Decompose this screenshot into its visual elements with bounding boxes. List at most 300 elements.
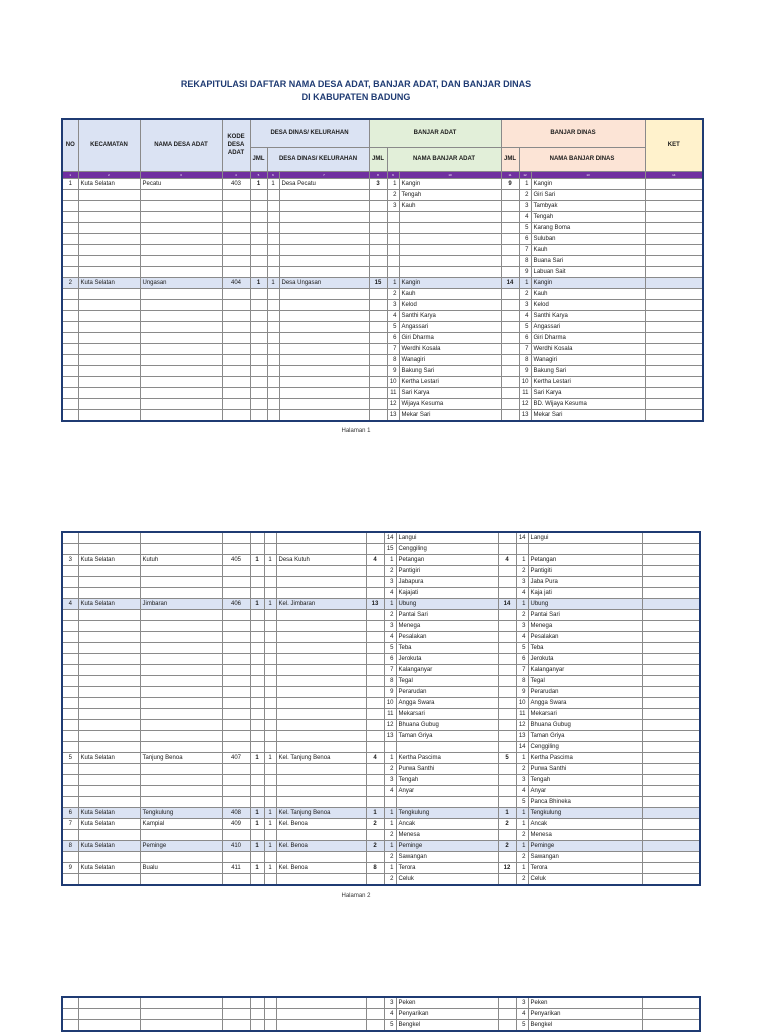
- column-number: 2: [78, 171, 140, 178]
- table-row: [62, 687, 700, 698]
- cell-banjar-dinas-seq: 9: [516, 687, 528, 698]
- cell-jml-banjar-dinas: [501, 200, 519, 211]
- cell-banjar-adat-seq: 2: [387, 189, 399, 200]
- cell-desa-seq: [267, 387, 279, 398]
- cell-ket: [642, 621, 700, 632]
- cell-jml-desa: 1: [250, 178, 267, 189]
- cell-banjar-dinas-seq: 5: [519, 321, 531, 332]
- cell-nama-banjar-dinas: Panca Bhineka: [528, 797, 642, 808]
- cell-kecamatan: [78, 764, 140, 775]
- cell-nama-desa-adat: [140, 398, 222, 409]
- cell-jml-desa: 1: [250, 841, 264, 852]
- table-row: [62, 532, 700, 544]
- cell-ket: [642, 577, 700, 588]
- cell-kode-desa-adat: [222, 797, 250, 808]
- cell-banjar-dinas-seq: 11: [519, 387, 531, 398]
- cell-kecamatan: [78, 376, 140, 387]
- cell-kode-desa-adat: [222, 621, 250, 632]
- cell-jml-desa: [250, 255, 267, 266]
- cell-kecamatan: [78, 1020, 140, 1032]
- cell-jml-banjar-adat: [369, 299, 387, 310]
- column-number-row: [62, 171, 703, 178]
- cell-banjar-adat-seq: 12: [387, 398, 399, 409]
- cell-nama-banjar-dinas: Peken: [528, 997, 642, 1009]
- cell-ket: [642, 599, 700, 610]
- cell-nama-banjar-dinas: Karang Boma: [531, 222, 645, 233]
- cell-no: [62, 266, 78, 277]
- cell-jml-banjar-dinas: 9: [501, 178, 519, 189]
- cell-banjar-dinas-seq: 7: [519, 343, 531, 354]
- cell-desa-seq: [267, 189, 279, 200]
- table-row: [62, 299, 703, 310]
- cell-nama-banjar-dinas: Anyar: [528, 786, 642, 797]
- cell-kecamatan: [78, 997, 140, 1009]
- cell-nama-desa-adat: Kampial: [140, 819, 222, 830]
- cell-nama-banjar-adat: [399, 222, 501, 233]
- cell-jml-banjar-dinas: [501, 310, 519, 321]
- cell-kode-desa-adat: [222, 610, 250, 621]
- cell-no: 5: [62, 753, 78, 764]
- cell-no: 9: [62, 863, 78, 874]
- cell-jml-banjar-adat: [366, 544, 384, 555]
- cell-jml-desa: [250, 189, 267, 200]
- cell-ket: [642, 863, 700, 874]
- cell-desa-dinas-kelurahan: [276, 1020, 366, 1032]
- cell-jml-banjar-adat: [369, 354, 387, 365]
- cell-desa-dinas-kelurahan: [279, 354, 369, 365]
- cell-ket: [642, 808, 700, 819]
- table-row: [62, 632, 700, 643]
- cell-banjar-adat-seq: 5: [384, 643, 396, 654]
- cell-desa-dinas-kelurahan: [279, 189, 369, 200]
- cell-desa-seq: [264, 643, 276, 654]
- cell-jml-banjar-dinas: [498, 566, 516, 577]
- cell-nama-banjar-adat: Ancak: [396, 819, 498, 830]
- cell-banjar-dinas-seq: 2: [516, 764, 528, 775]
- cell-kecamatan: [78, 365, 140, 376]
- cell-no: [62, 698, 78, 709]
- cell-desa-seq: [267, 299, 279, 310]
- cell-nama-banjar-dinas: Angga Swara: [528, 698, 642, 709]
- cell-ket: [642, 709, 700, 720]
- table-row: [62, 742, 700, 753]
- cell-no: [62, 742, 78, 753]
- cell-kecamatan: [78, 698, 140, 709]
- table-row: [62, 698, 700, 709]
- cell-nama-banjar-adat: Langui: [396, 532, 498, 544]
- cell-banjar-dinas-seq: 1: [516, 863, 528, 874]
- cell-banjar-dinas-seq: 5: [519, 222, 531, 233]
- cell-kecamatan: Kuta Selatan: [78, 599, 140, 610]
- cell-nama-banjar-adat: Bhuana Gubug: [396, 720, 498, 731]
- cell-desa-dinas-kelurahan: [276, 643, 366, 654]
- cell-ket: [645, 178, 703, 189]
- cell-ket: [645, 277, 703, 288]
- cell-kode-desa-adat: [222, 709, 250, 720]
- cell-ket: [642, 852, 700, 863]
- cell-nama-banjar-dinas: Pantai Sari: [528, 610, 642, 621]
- cell-nama-desa-adat: Ungasan: [140, 277, 222, 288]
- cell-no: [62, 997, 78, 1009]
- table-row: [62, 255, 703, 266]
- cell-kode-desa-adat: [222, 742, 250, 753]
- table-row: [62, 332, 703, 343]
- cell-desa-dinas-kelurahan: [279, 409, 369, 421]
- table-row: [62, 863, 700, 874]
- cell-nama-banjar-dinas: Tegal: [528, 676, 642, 687]
- cell-no: [62, 643, 78, 654]
- cell-banjar-dinas-seq: 8: [519, 255, 531, 266]
- cell-ket: [645, 365, 703, 376]
- cell-kode-desa-adat: [222, 288, 250, 299]
- cell-jml-banjar-dinas: [498, 544, 516, 555]
- cell-nama-banjar-adat: Pantai Sari: [396, 610, 498, 621]
- cell-desa-seq: [267, 398, 279, 409]
- cell-banjar-adat-seq: 3: [387, 200, 399, 211]
- cell-desa-seq: [267, 365, 279, 376]
- cell-jml-banjar-dinas: [498, 720, 516, 731]
- cell-no: [62, 255, 78, 266]
- cell-kecamatan: [78, 775, 140, 786]
- cell-banjar-adat-seq: 3: [384, 775, 396, 786]
- cell-nama-banjar-adat: Angga Swara: [396, 698, 498, 709]
- cell-nama-banjar-adat: Wijaya Kesuma: [399, 398, 501, 409]
- cell-nama-banjar-adat: Terora: [396, 863, 498, 874]
- cell-ket: [645, 244, 703, 255]
- cell-banjar-dinas-seq: 2: [519, 288, 531, 299]
- cell-jml-desa: [250, 222, 267, 233]
- cell-jml-desa: [250, 643, 264, 654]
- cell-jml-desa: [250, 665, 264, 676]
- cell-no: [62, 786, 78, 797]
- cell-nama-banjar-adat: Purwa Santhi: [396, 764, 498, 775]
- cell-jml-banjar-dinas: [498, 830, 516, 841]
- cell-nama-banjar-adat: Menesa: [396, 830, 498, 841]
- cell-desa-seq: [264, 544, 276, 555]
- cell-no: [62, 775, 78, 786]
- cell-ket: [642, 665, 700, 676]
- cell-jml-banjar-adat: [366, 775, 384, 786]
- cell-jml-banjar-dinas: [498, 654, 516, 665]
- cell-kecamatan: Kuta Selatan: [78, 277, 140, 288]
- cell-banjar-adat-seq: [387, 244, 399, 255]
- cell-kecamatan: [78, 742, 140, 753]
- cell-nama-banjar-adat: [399, 244, 501, 255]
- table-row: [62, 841, 700, 852]
- cell-banjar-adat-seq: 5: [384, 1020, 396, 1032]
- cell-ket: [642, 1020, 700, 1032]
- cell-ket: [642, 654, 700, 665]
- cell-desa-dinas-kelurahan: Kel. Tanjung Benoa: [276, 753, 366, 764]
- cell-jml-desa: [250, 698, 264, 709]
- cell-jml-desa: [250, 764, 264, 775]
- cell-banjar-adat-seq: 4: [384, 588, 396, 599]
- cell-desa-seq: [264, 997, 276, 1009]
- cell-kode-desa-adat: [222, 665, 250, 676]
- cell-nama-banjar-dinas: Kangin: [531, 277, 645, 288]
- cell-nama-banjar-adat: [399, 233, 501, 244]
- header-jml-desa: JML: [250, 147, 267, 171]
- cell-nama-banjar-adat: Tengkulung: [396, 808, 498, 819]
- cell-nama-banjar-adat: Wanagiri: [399, 354, 501, 365]
- cell-jml-desa: [250, 786, 264, 797]
- cell-banjar-adat-seq: 1: [387, 178, 399, 189]
- cell-kecamatan: Kuta Selatan: [78, 863, 140, 874]
- table-row: [62, 277, 703, 288]
- cell-jml-banjar-adat: 2: [366, 819, 384, 830]
- cell-jml-banjar-dinas: [498, 742, 516, 753]
- cell-jml-banjar-dinas: [498, 698, 516, 709]
- cell-ket: [645, 200, 703, 211]
- cell-nama-banjar-adat: Santhi Karya: [399, 310, 501, 321]
- cell-no: [62, 233, 78, 244]
- cell-nama-desa-adat: [140, 387, 222, 398]
- cell-desa-seq: 1: [264, 753, 276, 764]
- cell-nama-banjar-dinas: Tengah: [528, 775, 642, 786]
- cell-nama-banjar-dinas: Angassari: [531, 321, 645, 332]
- cell-jml-desa: [250, 387, 267, 398]
- cell-kode-desa-adat: [222, 687, 250, 698]
- table-row: [62, 588, 700, 599]
- cell-jml-banjar-dinas: [498, 676, 516, 687]
- cell-nama-banjar-adat: Teba: [396, 643, 498, 654]
- cell-desa-seq: [264, 588, 276, 599]
- cell-nama-desa-adat: [140, 698, 222, 709]
- cell-kode-desa-adat: [222, 321, 250, 332]
- cell-kecamatan: [78, 643, 140, 654]
- cell-nama-banjar-adat: Sawangan: [396, 852, 498, 863]
- cell-desa-dinas-kelurahan: [276, 621, 366, 632]
- cell-jml-banjar-adat: [366, 997, 384, 1009]
- cell-desa-dinas-kelurahan: [276, 654, 366, 665]
- cell-nama-desa-adat: [140, 266, 222, 277]
- cell-jml-banjar-adat: [366, 720, 384, 731]
- cell-desa-seq: [264, 775, 276, 786]
- cell-jml-desa: [250, 211, 267, 222]
- cell-ket: [642, 720, 700, 731]
- cell-nama-banjar-adat: Tengah: [399, 189, 501, 200]
- cell-ket: [645, 288, 703, 299]
- cell-desa-dinas-kelurahan: Kel. Benoa: [276, 841, 366, 852]
- cell-jml-banjar-dinas: 5: [498, 753, 516, 764]
- cell-jml-desa: [250, 299, 267, 310]
- cell-desa-seq: 1: [264, 808, 276, 819]
- cell-nama-desa-adat: [140, 310, 222, 321]
- table-row: [62, 753, 700, 764]
- column-number: 3: [140, 171, 222, 178]
- cell-jml-banjar-adat: [366, 687, 384, 698]
- cell-desa-seq: [267, 409, 279, 421]
- cell-nama-banjar-dinas: Kangin: [531, 178, 645, 189]
- cell-no: [62, 1009, 78, 1020]
- cell-nama-banjar-adat: Bakung Sari: [399, 365, 501, 376]
- cell-kecamatan: [78, 566, 140, 577]
- cell-kecamatan: [78, 288, 140, 299]
- table-row: [62, 321, 703, 332]
- cell-kecamatan: Kuta Selatan: [78, 178, 140, 189]
- cell-nama-banjar-adat: Mekar Sari: [399, 409, 501, 421]
- cell-desa-seq: 1: [267, 178, 279, 189]
- cell-banjar-adat-seq: 12: [384, 720, 396, 731]
- cell-jml-desa: [250, 577, 264, 588]
- cell-kode-desa-adat: [222, 189, 250, 200]
- cell-jml-banjar-dinas: [501, 266, 519, 277]
- cell-kecamatan: [78, 343, 140, 354]
- cell-jml-banjar-dinas: [498, 610, 516, 621]
- cell-banjar-adat-seq: 4: [384, 1009, 396, 1020]
- cell-desa-dinas-kelurahan: Desa Pecatu: [279, 178, 369, 189]
- cell-kecamatan: [78, 233, 140, 244]
- cell-no: 2: [62, 277, 78, 288]
- cell-ket: [642, 764, 700, 775]
- table-row: [62, 819, 700, 830]
- table-row: [62, 830, 700, 841]
- cell-no: [62, 830, 78, 841]
- cell-jml-desa: [250, 621, 264, 632]
- cell-jml-banjar-dinas: [501, 365, 519, 376]
- cell-nama-banjar-adat: Perarudan: [396, 687, 498, 698]
- cell-banjar-adat-seq: 3: [384, 621, 396, 632]
- column-number: 13: [531, 171, 645, 178]
- cell-banjar-adat-seq: 8: [387, 354, 399, 365]
- cell-nama-desa-adat: [140, 654, 222, 665]
- table-row: [62, 566, 700, 577]
- cell-nama-banjar-dinas: Suluban: [531, 233, 645, 244]
- cell-kode-desa-adat: [222, 266, 250, 277]
- cell-desa-seq: [267, 376, 279, 387]
- cell-no: [62, 764, 78, 775]
- cell-nama-banjar-dinas: Kauh: [531, 244, 645, 255]
- cell-kode-desa-adat: [222, 343, 250, 354]
- cell-kecamatan: [78, 398, 140, 409]
- table-row: [62, 643, 700, 654]
- table-row: [62, 288, 703, 299]
- cell-kecamatan: [78, 544, 140, 555]
- page-title: REKAPITULASI DAFTAR NAMA DESA ADAT, BANJAR ADAT, DAN BANJAR DINAS: [180, 79, 532, 89]
- header-jml-banjar-dinas: JML: [501, 147, 519, 171]
- cell-banjar-dinas-seq: 4: [516, 1009, 528, 1020]
- cell-desa-seq: [267, 288, 279, 299]
- cell-kode-desa-adat: 403: [222, 178, 250, 189]
- cell-banjar-dinas-seq: 14: [516, 532, 528, 544]
- cell-ket: [645, 376, 703, 387]
- cell-nama-banjar-dinas: Pesalakan: [528, 632, 642, 643]
- cell-nama-desa-adat: [140, 299, 222, 310]
- cell-jml-desa: [250, 632, 264, 643]
- cell-nama-desa-adat: [140, 665, 222, 676]
- cell-banjar-dinas-seq: 3: [519, 200, 531, 211]
- cell-kode-desa-adat: [222, 200, 250, 211]
- page-subtitle: DI KABUPATEN BADUNG: [301, 92, 411, 102]
- cell-jml-banjar-dinas: [498, 709, 516, 720]
- cell-banjar-dinas-seq: 8: [516, 676, 528, 687]
- cell-jml-banjar-adat: [366, 676, 384, 687]
- cell-jml-desa: [250, 544, 264, 555]
- header-desa-dinas: DESA DINAS/ KELURAHAN: [250, 119, 369, 147]
- cell-nama-banjar-dinas: Celuk: [528, 874, 642, 886]
- cell-kecamatan: Kuta Selatan: [78, 753, 140, 764]
- cell-desa-dinas-kelurahan: [279, 211, 369, 222]
- cell-banjar-adat-seq: 11: [387, 387, 399, 398]
- cell-kode-desa-adat: [222, 720, 250, 731]
- cell-kecamatan: [78, 786, 140, 797]
- cell-banjar-dinas-seq: 1: [516, 555, 528, 566]
- cell-jml-banjar-dinas: [501, 409, 519, 421]
- cell-ket: [642, 786, 700, 797]
- cell-ket: [642, 610, 700, 621]
- cell-jml-desa: [250, 532, 264, 544]
- cell-jml-banjar-adat: [366, 1009, 384, 1020]
- cell-ket: [642, 753, 700, 764]
- column-number: 14: [645, 171, 703, 178]
- cell-jml-banjar-dinas: [501, 398, 519, 409]
- cell-jml-desa: [250, 332, 267, 343]
- cell-jml-banjar-dinas: [498, 621, 516, 632]
- cell-desa-dinas-kelurahan: [276, 764, 366, 775]
- cell-kecamatan: [78, 332, 140, 343]
- cell-desa-dinas-kelurahan: [276, 698, 366, 709]
- cell-banjar-dinas-seq: 10: [516, 698, 528, 709]
- cell-banjar-dinas-seq: 2: [516, 852, 528, 863]
- cell-jml-banjar-dinas: [498, 532, 516, 544]
- column-number: 6: [267, 171, 279, 178]
- cell-desa-dinas-kelurahan: [279, 222, 369, 233]
- cell-kecamatan: [78, 797, 140, 808]
- cell-kecamatan: [78, 709, 140, 720]
- cell-jml-banjar-dinas: [501, 222, 519, 233]
- table-row: [62, 610, 700, 621]
- table-row: [62, 709, 700, 720]
- cell-nama-banjar-dinas: Kauh: [531, 288, 645, 299]
- column-number: 1: [62, 171, 78, 178]
- cell-kode-desa-adat: [222, 1009, 250, 1020]
- cell-jml-banjar-adat: [366, 830, 384, 841]
- cell-jml-banjar-dinas: 14: [498, 599, 516, 610]
- cell-banjar-dinas-seq: 1: [516, 599, 528, 610]
- cell-jml-banjar-adat: [369, 255, 387, 266]
- cell-no: [62, 577, 78, 588]
- cell-nama-desa-adat: Bualu: [140, 863, 222, 874]
- cell-no: [62, 532, 78, 544]
- cell-desa-seq: [267, 211, 279, 222]
- cell-jml-banjar-dinas: [498, 1020, 516, 1032]
- cell-banjar-dinas-seq: 6: [516, 654, 528, 665]
- cell-no: [62, 398, 78, 409]
- cell-nama-banjar-adat: Kangin: [399, 178, 501, 189]
- cell-nama-banjar-adat: [399, 211, 501, 222]
- cell-kode-desa-adat: [222, 566, 250, 577]
- cell-no: [62, 720, 78, 731]
- cell-jml-desa: [250, 852, 264, 863]
- cell-jml-banjar-adat: [366, 621, 384, 632]
- table-row: [62, 354, 703, 365]
- cell-no: [62, 376, 78, 387]
- cell-ket: [642, 997, 700, 1009]
- cell-jml-banjar-adat: [369, 244, 387, 255]
- cell-ket: [642, 566, 700, 577]
- cell-nama-banjar-dinas: Jaba Pura: [528, 577, 642, 588]
- cell-banjar-adat-seq: [384, 742, 396, 753]
- cell-kode-desa-adat: [222, 764, 250, 775]
- cell-jml-banjar-adat: [366, 786, 384, 797]
- cell-kecamatan: [78, 200, 140, 211]
- cell-nama-banjar-dinas: Kelod: [531, 299, 645, 310]
- cell-banjar-adat-seq: 9: [387, 365, 399, 376]
- cell-nama-banjar-dinas: Cenggiling: [528, 742, 642, 753]
- cell-desa-seq: [264, 676, 276, 687]
- cell-nama-banjar-dinas: Taman Griya: [528, 731, 642, 742]
- table-row: [62, 764, 700, 775]
